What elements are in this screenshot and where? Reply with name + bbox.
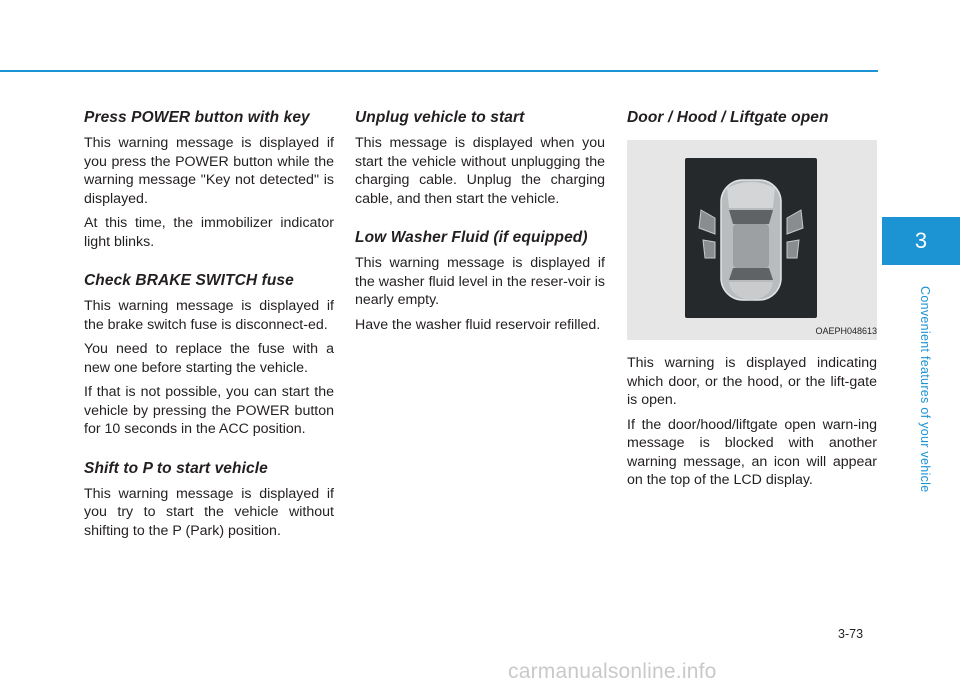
paragraph: Have the washer fluid reservoir refilled. (355, 316, 601, 333)
section-heading: Press POWER button with key (84, 109, 310, 126)
section-heading: Check BRAKE SWITCH fuse (84, 272, 294, 289)
section-door-hood-liftgate (627, 108, 877, 490)
paragraph: This warning message is displayed if the brake switch fuse is disconnect-ed. (84, 298, 334, 333)
paragraph: At this time, the immobilizer indicator light blinks. (84, 215, 334, 250)
section-shift-to-p (84, 459, 334, 541)
column-middle (355, 108, 605, 354)
section-low-washer-fluid (355, 228, 605, 334)
paragraph: This warning is displayed indicating which door, or the hood, or the lift-gate is open. (627, 355, 877, 408)
figure-door-open-warning (627, 140, 877, 340)
section-heading: Shift to P to start vehicle (84, 459, 268, 477)
car-doors-open-icon (685, 158, 817, 318)
paragraph: This warning message is displayed if you press the POWER button while the warning message "Key not detected" is displayed. (84, 135, 334, 207)
paragraph: This warning message is displayed if the washer fluid level in the reser-voir is nearly empty. (355, 255, 605, 308)
paragraph: If that is not possible, you can start the vehicle by pressing the POWER button for 10 seconds in the ACC position. (84, 384, 334, 437)
chapter-title: Convenient features of your vehicle (918, 285, 932, 492)
section-heading: Unplug vehicle to start (355, 109, 525, 126)
paragraph: If the door/hood/liftgate open warn-ing message is blocked with another warning message, an icon will appear on the top of the LCD display. (627, 416, 877, 488)
page-number: 3-73 (838, 627, 864, 641)
paragraph: You need to replace the fuse with a new one before starting the vehicle. (84, 341, 334, 376)
section-heading: Low Washer Fluid (if equipped) (355, 229, 588, 246)
section-brake-switch-fuse (84, 271, 334, 439)
section-press-power (84, 108, 334, 251)
lcd-display (685, 158, 817, 318)
paragraph: This warning message is displayed if you try to start the vehicle without shifting to the P (Park) position. (84, 485, 334, 539)
watermark: carmanualsonline.info (508, 660, 717, 683)
header-rule (0, 70, 878, 72)
column-right (627, 108, 877, 510)
section-unplug-vehicle (355, 108, 605, 208)
chapter-tab: 3 (882, 217, 960, 265)
paragraph: This message is displayed when you start the vehicle without unplugging the charging cable. Unplug the charging cable, and then start the vehicle. (355, 135, 605, 207)
section-heading: Door / Hood / Liftgate open (627, 109, 829, 126)
column-left (84, 108, 334, 560)
figure-code: OAEPH048613 (815, 326, 877, 336)
